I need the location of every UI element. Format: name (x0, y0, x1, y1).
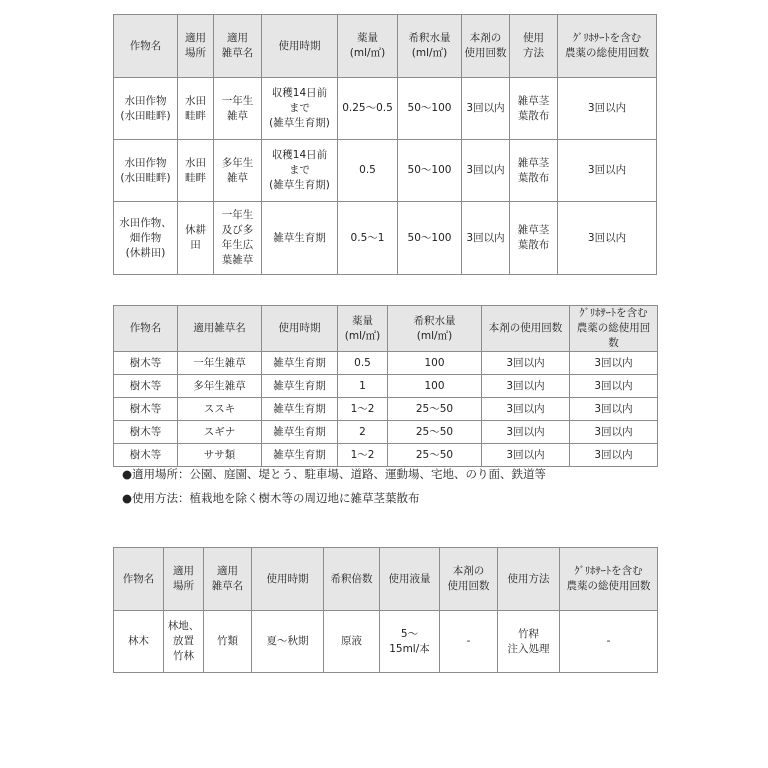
table-cell: - (440, 611, 498, 673)
header-cell: 適用 場所 (178, 15, 214, 78)
table-row (114, 78, 657, 140)
table-cell: 雑草生育期 (262, 352, 338, 375)
note-usage-method: ●使用方法：植栽地を除く樹木等の周辺地に雑草茎葉散布 (122, 491, 420, 505)
table-paddy-field (113, 14, 657, 275)
header-cell: 適用 場所 (164, 548, 204, 611)
table-cell: 水田 畦畔 (178, 140, 214, 202)
table-cell: 3回以内 (570, 352, 658, 375)
table-cell: 竹稈 注入処理 (498, 611, 560, 673)
table-cell: 水田作物 (水田畦畔) (114, 78, 178, 140)
table-cell: 休耕 田 (178, 202, 214, 275)
header-cell: 希釈水量 (ml/㎡) (398, 15, 462, 78)
table-row (114, 140, 657, 202)
table-cell: 雑草生育期 (262, 444, 338, 467)
usage-notes (122, 462, 682, 510)
table-cell: 雑草茎 葉散布 (510, 140, 558, 202)
header-cell: ｸﾞﾘﾎｻｰﾄを含む 農薬の総使用回数 (560, 548, 658, 611)
table-header-row (114, 306, 658, 352)
table-cell: 水田作物、 畑作物 (休耕田) (114, 202, 178, 275)
table-cell: 3回以内 (462, 202, 510, 275)
header-cell: 使用時期 (262, 15, 338, 78)
table-cell: 25～50 (388, 444, 482, 467)
table-cell: 多年生雑草 (178, 375, 262, 398)
table-cell: 竹類 (204, 611, 252, 673)
table-cell: 水田作物 (水田畦畔) (114, 140, 178, 202)
table-cell: 3回以内 (482, 444, 570, 467)
header-cell: 使用時期 (262, 306, 338, 352)
table-header-row (114, 15, 657, 78)
table-cell: 3回以内 (570, 398, 658, 421)
table-cell: 3回以内 (462, 140, 510, 202)
table-cell: - (560, 611, 658, 673)
table-cell: 3回以内 (482, 375, 570, 398)
table-cell: 5～ 15ml/本 (380, 611, 440, 673)
header-cell: 使用 方法 (510, 15, 558, 78)
table-cell: 樹木等 (114, 444, 178, 467)
table-cell: 3回以内 (462, 78, 510, 140)
table-cell: 収穫14日前 まで (雑草生育期) (262, 140, 338, 202)
header-cell: 希釈倍数 (324, 548, 380, 611)
table-cell: 樹木等 (114, 352, 178, 375)
table-row (114, 421, 658, 444)
table-cell: 3回以内 (558, 202, 657, 275)
table-cell: 雑草生育期 (262, 421, 338, 444)
header-cell: 本剤の使用回数 (482, 306, 570, 352)
header-cell: 適用雑草名 (178, 306, 262, 352)
table-cell: 一年生雑草 (178, 352, 262, 375)
table-cell: 一年生 及び多 年生広 葉雑草 (214, 202, 262, 275)
table-cell: 0.25～0.5 (338, 78, 398, 140)
table-cell: 雑草茎 葉散布 (510, 78, 558, 140)
table-cell: 3回以内 (558, 140, 657, 202)
table-cell: 100 (388, 352, 482, 375)
table-cell: 3回以内 (482, 352, 570, 375)
table-row (114, 375, 658, 398)
table-cell: 50～100 (398, 78, 462, 140)
table-cell: 3回以内 (570, 421, 658, 444)
table-cell: 林地、 放置 竹林 (164, 611, 204, 673)
table-cell: 一年生 雑草 (214, 78, 262, 140)
table-cell: 50～100 (398, 202, 462, 275)
header-cell: ｸﾞﾘﾎｻｰﾄを含む 農薬の総使用回数 (558, 15, 657, 78)
table-cell: 多年生 雑草 (214, 140, 262, 202)
header-cell: 適用 雑草名 (214, 15, 262, 78)
header-cell: 薬量 (ml/㎡) (338, 15, 398, 78)
header-cell: 本剤の 使用回数 (440, 548, 498, 611)
header-cell: 本剤の 使用回数 (462, 15, 510, 78)
header-cell: ｸﾞﾘﾎｻｰﾄを含む 農薬の総使用回数 (570, 306, 658, 352)
table-row (114, 202, 657, 275)
header-cell: 作物名 (114, 548, 164, 611)
table-cell: 雑草茎 葉散布 (510, 202, 558, 275)
table-cell: 1～2 (338, 398, 388, 421)
table-cell: 夏～秋期 (252, 611, 324, 673)
header-cell: 使用方法 (498, 548, 560, 611)
table-cell: 3回以内 (570, 375, 658, 398)
table-row (114, 611, 658, 673)
table-cell: 100 (388, 375, 482, 398)
table-cell: 樹木等 (114, 398, 178, 421)
table-cell: 2 (338, 421, 388, 444)
table-trees (113, 305, 658, 467)
table-cell: 1 (338, 375, 388, 398)
note-application-site: ●適用場所：公園、庭園、堤とう、駐車場、道路、運動場、宅地、のり面、鉄道等 (122, 467, 547, 481)
table-forest (113, 547, 658, 673)
table-cell: ススキ (178, 398, 262, 421)
table-cell: 3回以内 (558, 78, 657, 140)
table-cell: ササ類 (178, 444, 262, 467)
table-row (114, 352, 658, 375)
table-cell: 0.5 (338, 352, 388, 375)
table-cell: 原液 (324, 611, 380, 673)
table-cell: 25～50 (388, 398, 482, 421)
table-cell: 雑草生育期 (262, 398, 338, 421)
header-cell: 作物名 (114, 15, 178, 78)
table-header-row (114, 548, 658, 611)
table-cell: 3回以内 (482, 421, 570, 444)
table-cell: 0.5 (338, 140, 398, 202)
table-cell: 林木 (114, 611, 164, 673)
header-cell: 適用 雑草名 (204, 548, 252, 611)
table-cell: 水田 畦畔 (178, 78, 214, 140)
table-cell: スギナ (178, 421, 262, 444)
table-cell: 樹木等 (114, 375, 178, 398)
table-cell: 雑草生育期 (262, 375, 338, 398)
header-cell: 薬量 (ml/㎡) (338, 306, 388, 352)
table-cell: 収穫14日前 まで (雑草生育期) (262, 78, 338, 140)
header-cell: 作物名 (114, 306, 178, 352)
table-cell: 25～50 (388, 421, 482, 444)
table-cell: 樹木等 (114, 421, 178, 444)
table-cell: 50～100 (398, 140, 462, 202)
table-cell: 雑草生育期 (262, 202, 338, 275)
table-cell: 0.5～1 (338, 202, 398, 275)
table-cell: 3回以内 (482, 398, 570, 421)
header-cell: 使用液量 (380, 548, 440, 611)
header-cell: 希釈水量 (ml/㎡) (388, 306, 482, 352)
header-cell: 使用時期 (252, 548, 324, 611)
table-cell: 3回以内 (570, 444, 658, 467)
table-cell: 1～2 (338, 444, 388, 467)
table-row (114, 398, 658, 421)
